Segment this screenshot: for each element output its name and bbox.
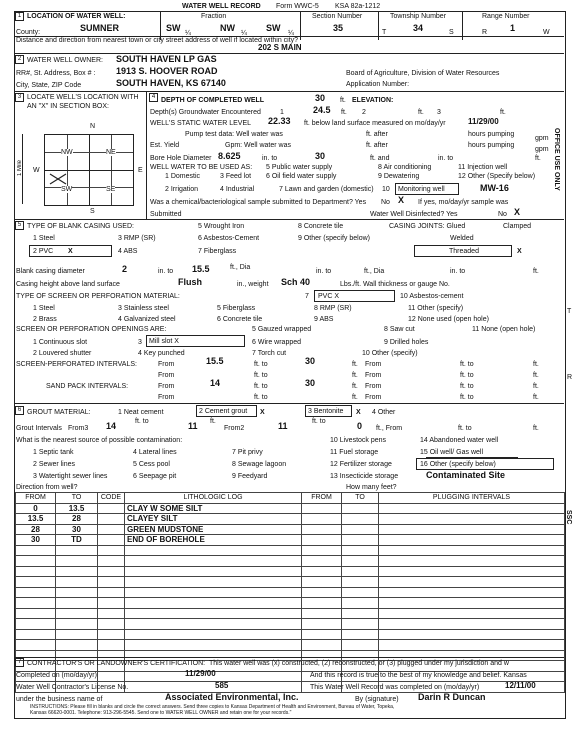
log-cell-to2 [342, 587, 379, 598]
log-cell-code [98, 629, 125, 640]
sand-from: 14 [210, 378, 221, 388]
log-cell-desc: GREEN MUDSTONE [125, 524, 302, 535]
table-row [16, 545, 565, 556]
log-cell-from [16, 608, 56, 619]
log-cell-from2 [302, 503, 342, 514]
table-row [16, 629, 565, 640]
log-cell-from [16, 577, 56, 588]
log-cell-plug [379, 650, 565, 661]
perf-from: 15.5 [206, 356, 224, 366]
log-cell-from2 [302, 514, 342, 525]
owner-name: SOUTH HAVEN LP GAS [116, 54, 217, 64]
log-cell-plug [379, 566, 565, 577]
col-lithologic-log: LITHOLOGIC LOG [125, 493, 302, 504]
log-cell-to [56, 650, 98, 661]
log-cell-code [98, 650, 125, 661]
record-date: 12/11/00 [505, 681, 536, 690]
distance-label: Distance and direction from nearest town or city street address of well if located within city? [16, 37, 299, 44]
col-plugging-intervals: PLUGGING INTERVALS [379, 493, 565, 504]
log-cell-from [16, 598, 56, 609]
quad-nw: NW [61, 149, 73, 156]
log-cell-desc: END OF BOREHOLE [125, 535, 302, 546]
quad-se: SE [106, 186, 116, 193]
section-number-label: Section Number [312, 13, 363, 20]
log-cell-from [16, 556, 56, 567]
log-cell-desc [125, 598, 302, 609]
contamination-source: Contaminated Site [426, 470, 506, 480]
completed-date: 11/29/00 [185, 669, 216, 678]
log-cell-desc: CLAYEY SILT [125, 514, 302, 525]
perf-intervals-label: SCREEN-PERFORATED INTERVALS: [16, 361, 137, 368]
table-row [16, 608, 565, 619]
col-to: TO [56, 493, 98, 504]
bore-value: 8.625 [218, 151, 241, 161]
col-code: CODE [98, 493, 125, 504]
perf-to: 30 [305, 356, 316, 366]
log-cell-to2 [342, 556, 379, 567]
log-cell-to2 [342, 535, 379, 546]
elevation-label: ELEVATION: [352, 97, 394, 104]
log-cell-to2 [342, 577, 379, 588]
casing-to: 15.5 [192, 264, 210, 274]
log-cell-desc [125, 608, 302, 619]
log-cell-desc: CLAY W SOME SILT [125, 503, 302, 514]
fraction-label: Fraction [201, 13, 227, 20]
log-cell-code [98, 577, 125, 588]
log-cell-from: 0 [16, 503, 56, 514]
log-cell-to [56, 598, 98, 609]
instructions-line-2: Kansas 66620-0001. Telephone: 913-296-5545. Send one to WATER WELL OWNER and retain one for your records." [30, 710, 292, 716]
casing-type-label: TYPE OF BLANK CASING USED: [27, 223, 134, 230]
certification-label: CONTRACTOR'S OR LANDOWNER'S CERTIFICATION: [27, 660, 206, 667]
log-cell-to2 [342, 503, 379, 514]
table-row [16, 514, 565, 525]
grout-intervals-label: Grout Intervals [16, 425, 62, 432]
grout-label: GROUT MATERIAL: [27, 409, 91, 416]
log-cell-to [56, 566, 98, 577]
township-value: 34 [413, 23, 424, 33]
log-cell-from: 28 [16, 524, 56, 535]
screen-type-label: TYPE OF SCREEN OR PERFORATION MATERIAL: [16, 293, 180, 300]
compass-n: N [90, 123, 96, 130]
county-label: County: [16, 29, 41, 36]
quad-ne: NE [106, 149, 116, 156]
log-cell-code [98, 598, 125, 609]
log-cell-from2 [302, 629, 342, 640]
monitoring-id: MW-16 [480, 183, 509, 193]
log-cell-to2 [342, 608, 379, 619]
log-cell-to2 [342, 566, 379, 577]
log-cell-from2 [302, 535, 342, 546]
log-cell-code [98, 566, 125, 577]
grout-from: 14 [106, 421, 117, 431]
log-cell-code [98, 524, 125, 535]
log-cell-from [16, 566, 56, 577]
log-cell-plug [379, 503, 565, 514]
log-cell-plug [379, 545, 565, 556]
log-cell-from2 [302, 619, 342, 630]
log-cell-from2 [302, 577, 342, 588]
log-cell-desc [125, 682, 302, 693]
margin-mark-r: R [567, 374, 573, 381]
table-row [16, 577, 565, 588]
log-cell-to2 [342, 598, 379, 609]
location-label: LOCATION OF WATER WELL: [27, 13, 126, 20]
casing-diameter-label: Blank casing diameter [16, 268, 85, 275]
log-cell-plug [379, 524, 565, 535]
log-cell-desc [125, 556, 302, 567]
use-label: WELL WATER TO BE USED AS: [150, 164, 253, 171]
pump-label: Pump test data: Well water was [185, 131, 283, 138]
section-number: 35 [333, 23, 344, 33]
table-row [16, 587, 565, 598]
fraction-1: SW [166, 23, 181, 33]
form-number: Form WWC-5 [276, 3, 319, 10]
groundwater-label: Depth(s) Groundwater Encountered [150, 109, 261, 116]
log-cell-to [56, 587, 98, 598]
fraction-2: NW [220, 23, 235, 33]
sand-pack-label: SAND PACK INTERVALS: [46, 383, 129, 390]
table-row [16, 535, 565, 546]
casing-height: Flush [178, 277, 202, 287]
log-cell-to [56, 577, 98, 588]
log-cell-code [98, 608, 125, 619]
log-cell-to [56, 608, 98, 619]
address-label: RR#, St. Address, Box # : [16, 70, 96, 77]
log-cell-to: 13.5 [56, 503, 98, 514]
log-cell-to2 [342, 619, 379, 630]
static-label: WELL'S STATIC WATER LEVEL [150, 120, 252, 127]
completed-label: Completed on (mo/day/yr) [16, 672, 97, 679]
log-cell-desc [125, 587, 302, 598]
casing-height-label: Casing height above land surface [16, 281, 120, 288]
range-label: Range Number [482, 13, 530, 20]
business-label: under the business name of [16, 696, 103, 703]
log-cell-plug [379, 619, 565, 630]
office-use-only: OFFICE USE ONLY [553, 128, 560, 191]
fraction-3: SW [266, 23, 281, 33]
log-cell-code [98, 671, 125, 682]
casing-joints-label: CASING JOINTS: Glued [389, 223, 466, 230]
log-cell-desc [125, 619, 302, 630]
section-1-number: 1 [15, 12, 24, 21]
depth-label: DEPTH OF COMPLETED WELL [161, 97, 265, 104]
log-cell-from [16, 640, 56, 651]
log-cell-from2 [302, 524, 342, 535]
quad-sw: SW [61, 186, 73, 193]
groundwater-1: 24.5 [313, 105, 331, 115]
log-cell-from2 [302, 545, 342, 556]
log-cell-plug [379, 556, 565, 567]
log-cell-to: 28 [56, 514, 98, 525]
log-cell-plug [379, 535, 565, 546]
table-row [16, 556, 565, 567]
yield-label: Est. Yield [150, 142, 180, 149]
compass-w: W [33, 167, 40, 174]
owner-city: SOUTH HAVEN, KS 67140 [116, 78, 226, 88]
table-row [16, 640, 565, 651]
log-cell-code [98, 503, 125, 514]
log-cell-desc [125, 640, 302, 651]
city-label: City, State, ZIP Code [16, 82, 82, 89]
log-cell-plug [379, 577, 565, 588]
margin-mark-t: T [567, 308, 572, 315]
township-label: Township Number [390, 13, 447, 20]
application-label: Application Number: [346, 81, 410, 88]
log-cell-code [98, 640, 125, 651]
section-4-number: 4 [149, 93, 158, 102]
log-cell-to2 [342, 640, 379, 651]
log-cell-to2 [342, 650, 379, 661]
log-cell-to2 [342, 629, 379, 640]
owner-label: WATER WELL OWNER: [27, 57, 103, 64]
board-label: Board of Agriculture, Division of Water Resources [346, 70, 500, 77]
range-value: 1 [510, 23, 516, 33]
log-cell-from2 [302, 598, 342, 609]
log-cell-from2 [302, 566, 342, 577]
depth-value: 30 [315, 93, 326, 103]
log-cell-code [98, 619, 125, 630]
section-6-number: 6 [15, 406, 24, 415]
chem-label: Was a chemical/bacteriological sample submitted to Department? Yes [150, 199, 367, 206]
monitoring-well-label: Monitoring well [398, 186, 445, 193]
log-cell-to: TD [56, 535, 98, 546]
form-title: WATER WELL RECORD [182, 3, 261, 10]
log-cell-desc [125, 545, 302, 556]
direction-label: Direction from well? [16, 484, 78, 491]
col-from-2: FROM [302, 493, 342, 504]
locate-label: LOCATE WELL'S LOCATION WITH AN "X" IN SECTION BOX: [27, 94, 139, 110]
signature: Darin R Duncan [418, 692, 486, 702]
contamination-label: What is the nearest source of possible contamination: [16, 437, 183, 444]
log-cell-to [56, 640, 98, 651]
log-cell-to [56, 629, 98, 640]
section-2-number: 2 [15, 55, 24, 64]
well-location-x-mark [48, 172, 68, 186]
table-row [16, 566, 565, 577]
log-cell-from: 13.5 [16, 514, 56, 525]
county-value: SUMNER [80, 23, 120, 33]
grout-to: 11 [188, 421, 198, 431]
section-7-number: 7 [15, 658, 24, 667]
log-cell-code [98, 514, 125, 525]
casing-weight: Sch 40 [281, 277, 311, 287]
log-cell-to [56, 556, 98, 567]
log-cell-plug [379, 608, 565, 619]
log-cell-from2 [302, 556, 342, 567]
grout-to-2: 0 [357, 421, 363, 431]
log-cell-code [98, 556, 125, 567]
log-cell-plug [379, 640, 565, 651]
log-cell-to: 30 [56, 524, 98, 535]
log-cell-from2 [302, 587, 342, 598]
table-row [16, 524, 565, 535]
table-row [16, 598, 565, 609]
log-cell-from [16, 587, 56, 598]
col-from: FROM [16, 493, 56, 504]
license-number: 585 [215, 681, 229, 690]
grout-from-2: 11 [278, 421, 288, 431]
sand-to: 30 [305, 378, 316, 388]
casing-diameter: 2 [122, 264, 128, 274]
static-value: 22.33 [268, 116, 291, 126]
owner-address: 1913 S. HOOVER ROAD [116, 66, 218, 76]
license-label: Water Well Contractor's License No. [16, 684, 129, 691]
compass-e: E [138, 167, 143, 174]
log-cell-from2 [302, 650, 342, 661]
log-cell-plug [379, 629, 565, 640]
log-cell-plug [379, 514, 565, 525]
log-cell-plug [379, 598, 565, 609]
margin-mark-ssc: SSC [565, 510, 572, 525]
table-row [16, 619, 565, 630]
ksa-number: KSA 82a-1212 [335, 3, 381, 10]
log-cell-from [16, 545, 56, 556]
section-3-number: 3 [15, 93, 24, 102]
log-cell-desc [125, 629, 302, 640]
log-cell-to2 [342, 514, 379, 525]
static-date: 11/29/00 [468, 117, 499, 126]
col-to-2: TO [342, 493, 379, 504]
distance-value: 202 S MAIN [258, 43, 302, 52]
log-cell-to2 [342, 545, 379, 556]
log-cell-to [56, 619, 98, 630]
compass-s: S [90, 208, 95, 215]
table-row [16, 503, 565, 514]
log-cell-code [98, 545, 125, 556]
log-cell-desc [125, 650, 302, 661]
bore-to: 30 [315, 151, 326, 161]
instructions-line-1: INSTRUCTIONS: Please fill in blanks and circle the correct answers. Send three copies to Kansas Department of Health and Environment, Bureau of Water, Topeka, [30, 704, 395, 710]
disinfected-label: Water Well Disinfected? Yes [370, 211, 458, 218]
how-many-feet-label: How many feet? [346, 484, 397, 491]
log-cell-to2 [342, 524, 379, 535]
section-grid [44, 134, 134, 206]
section-5-number: 5 [15, 221, 24, 230]
bore-label: Bore Hole Diameter [150, 155, 212, 162]
log-cell-code [98, 535, 125, 546]
log-cell-from [16, 619, 56, 630]
log-cell-from2 [302, 640, 342, 651]
log-cell-from: 30 [16, 535, 56, 546]
log-cell-code [98, 587, 125, 598]
log-cell-desc [125, 566, 302, 577]
log-cell-plug [379, 587, 565, 598]
log-cell-from [16, 629, 56, 640]
log-cell-desc [125, 577, 302, 588]
openings-label: SCREEN OR PERFORATION OPENINGS ARE: [16, 326, 167, 333]
log-cell-to [56, 545, 98, 556]
log-cell-from2 [302, 608, 342, 619]
business-name: Associated Environmental, Inc. [165, 692, 299, 702]
table-row [16, 650, 565, 661]
